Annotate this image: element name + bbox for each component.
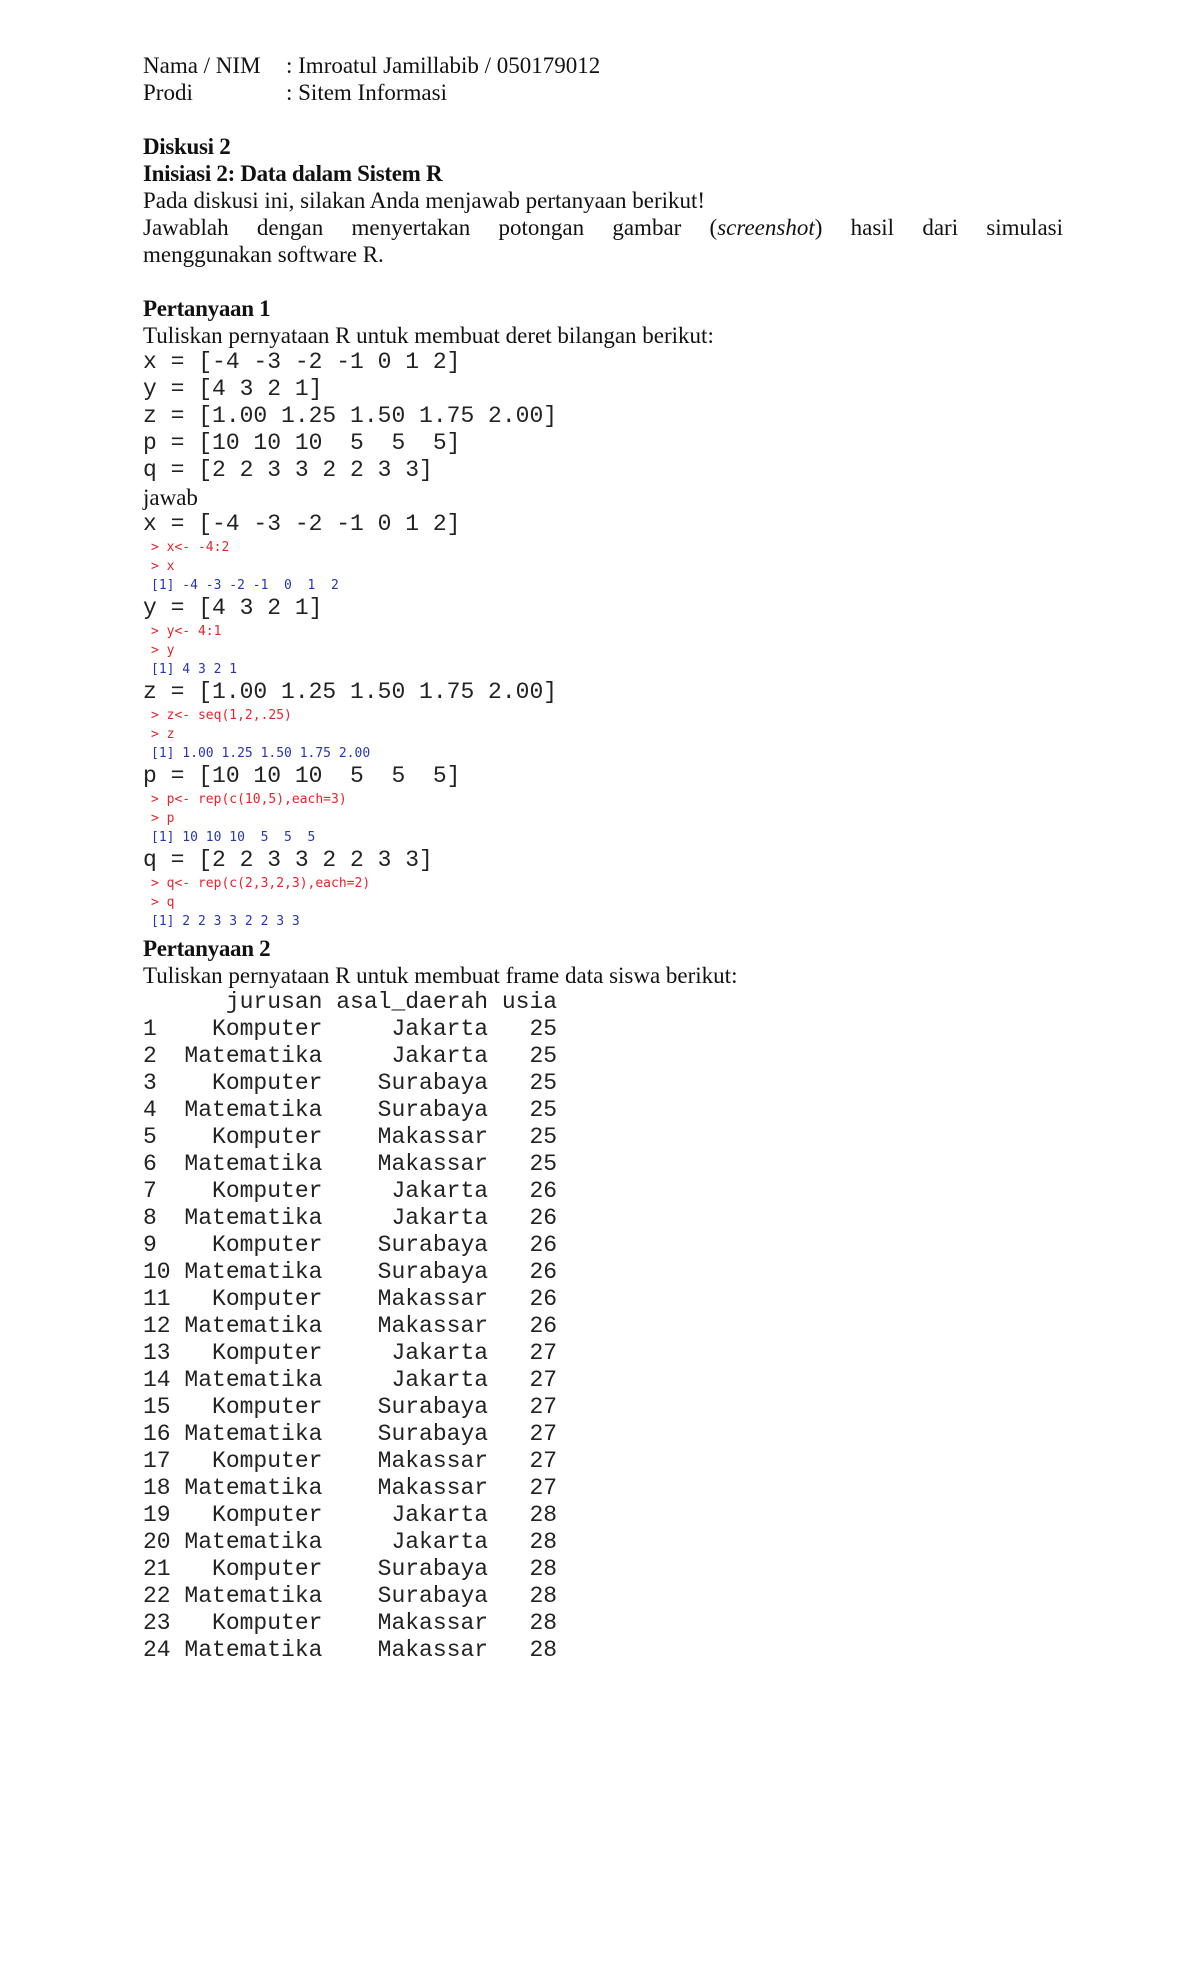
r-command-line: > y (151, 643, 175, 658)
answer-sequence: p = [10 10 10 5 5 5] (143, 763, 461, 789)
data-frame-row: 18 Matematika Makassar 27 (143, 1475, 558, 1501)
sequence-line: x = [-4 -3 -2 -1 0 1 2] (143, 349, 461, 375)
data-frame-row: 21 Komputer Surabaya 28 (143, 1556, 558, 1582)
answer-sequence: q = [2 2 3 3 2 2 3 3] (143, 847, 433, 873)
r-command-line: > y<- 4:1 (151, 624, 222, 639)
prodi-row (143, 79, 1063, 106)
data-frame-row: 3 Komputer Surabaya 25 (143, 1070, 558, 1096)
initiation-title: Inisiasi 2: Data dalam Sistem R (143, 161, 443, 186)
sequence-line: z = [1.00 1.25 1.50 1.75 2.00] (143, 403, 558, 429)
answer-sequence: x = [-4 -3 -2 -1 0 1 2] (143, 511, 461, 537)
answer-label: jawab (143, 485, 198, 510)
document-page (143, 52, 1063, 1664)
name-value: : Imroatul Jamillabib / 050179012 (286, 53, 601, 78)
data-frame-row: 20 Matematika Jakarta 28 (143, 1529, 558, 1555)
r-command-line: > p (151, 811, 175, 826)
answer-block (143, 679, 1063, 763)
instruction-line-2: menggunakan software R. (143, 242, 384, 267)
r-console-screenshot (151, 874, 1063, 931)
data-frame-row: 11 Komputer Makassar 26 (143, 1286, 558, 1312)
question-2-prompt: Tuliskan pernyataan R untuk membuat frame data siswa berikut: (143, 963, 738, 988)
r-console-screenshot (151, 706, 1063, 763)
answer-sequence: y = [4 3 2 1] (143, 595, 323, 621)
r-command-line: > q<- rep(c(2,3,2,3),each=2) (151, 876, 371, 891)
data-frame-row: 16 Matematika Surabaya 27 (143, 1421, 558, 1447)
r-command-line: > p<- rep(c(10,5),each=3) (151, 792, 347, 807)
data-frame-row: 15 Komputer Surabaya 27 (143, 1394, 558, 1420)
student-name-row (143, 52, 1063, 79)
question-1-prompt: Tuliskan pernyataan R untuk membuat deret bilangan berikut: (143, 323, 714, 348)
data-frame-row: 6 Matematika Makassar 25 (143, 1151, 558, 1177)
data-frame-row: 1 Komputer Jakarta 25 (143, 1016, 558, 1042)
data-frame-row: 23 Komputer Makassar 28 (143, 1610, 558, 1636)
prodi-value: : Sitem Informasi (286, 80, 447, 105)
question-1-answers (143, 511, 1063, 931)
prodi-label: Prodi (143, 80, 193, 105)
question-2-heading: Pertanyaan 2 (143, 936, 271, 961)
sequence-line: y = [4 3 2 1] (143, 376, 323, 402)
r-console-screenshot (151, 790, 1063, 847)
data-frame-row: 5 Komputer Makassar 25 (143, 1124, 558, 1150)
r-command-line: > x<- -4:2 (151, 540, 230, 555)
data-frame-row: 8 Matematika Jakarta 26 (143, 1205, 558, 1231)
answer-block (143, 511, 1063, 595)
answer-block (143, 847, 1063, 931)
discussion-title: Diskusi 2 (143, 134, 231, 159)
r-command-line: > q (151, 895, 175, 910)
instruction-line: Jawablah dengan menyertakan potongan gambar (screenshot) hasil dari simulasi (143, 215, 1063, 240)
r-command-line: > z (151, 727, 175, 742)
data-frame-row: 14 Matematika Jakarta 27 (143, 1367, 558, 1393)
data-frame-row: 24 Matematika Makassar 28 (143, 1637, 558, 1663)
r-output-line: [1] 10 10 10 5 5 5 (151, 830, 316, 845)
student-data-frame (143, 989, 1063, 1664)
data-frame-row: 12 Matematika Makassar 26 (143, 1313, 558, 1339)
answer-block (143, 763, 1063, 847)
data-frame-row: 17 Komputer Makassar 27 (143, 1448, 558, 1474)
data-frame-row: 13 Komputer Jakarta 27 (143, 1340, 558, 1366)
sequence-line: q = [2 2 3 3 2 2 3 3] (143, 457, 433, 483)
r-output-line: [1] 1.00 1.25 1.50 1.75 2.00 (151, 746, 371, 761)
data-frame-header: jurusan asal_daerah usia (143, 989, 558, 1015)
instruction-emphasis: screenshot (717, 215, 815, 240)
r-output-line: [1] 2 2 3 3 2 2 3 3 (151, 914, 300, 929)
intro-text: Pada diskusi ini, silakan Anda menjawab pertanyaan berikut! (143, 188, 706, 213)
answer-sequence: z = [1.00 1.25 1.50 1.75 2.00] (143, 679, 558, 705)
question-1-heading: Pertanyaan 1 (143, 296, 271, 321)
data-frame-row: 22 Matematika Surabaya 28 (143, 1583, 558, 1609)
r-command-line: > z<- seq(1,2,.25) (151, 708, 292, 723)
answer-block (143, 595, 1063, 679)
data-frame-row: 19 Komputer Jakarta 28 (143, 1502, 558, 1528)
name-label: Nama / NIM (143, 53, 261, 78)
r-output-line: [1] -4 -3 -2 -1 0 1 2 (151, 578, 339, 593)
question-1-sequences (143, 349, 1063, 484)
data-frame-row: 4 Matematika Surabaya 25 (143, 1097, 558, 1123)
r-command-line: > x (151, 559, 175, 574)
data-frame-row: 9 Komputer Surabaya 26 (143, 1232, 558, 1258)
r-console-screenshot (151, 538, 1063, 595)
sequence-line: p = [10 10 10 5 5 5] (143, 430, 461, 456)
r-console-screenshot (151, 622, 1063, 679)
r-output-line: [1] 4 3 2 1 (151, 662, 238, 677)
data-frame-row: 10 Matematika Surabaya 26 (143, 1259, 558, 1285)
data-frame-row: 2 Matematika Jakarta 25 (143, 1043, 558, 1069)
data-frame-row: 7 Komputer Jakarta 26 (143, 1178, 558, 1204)
